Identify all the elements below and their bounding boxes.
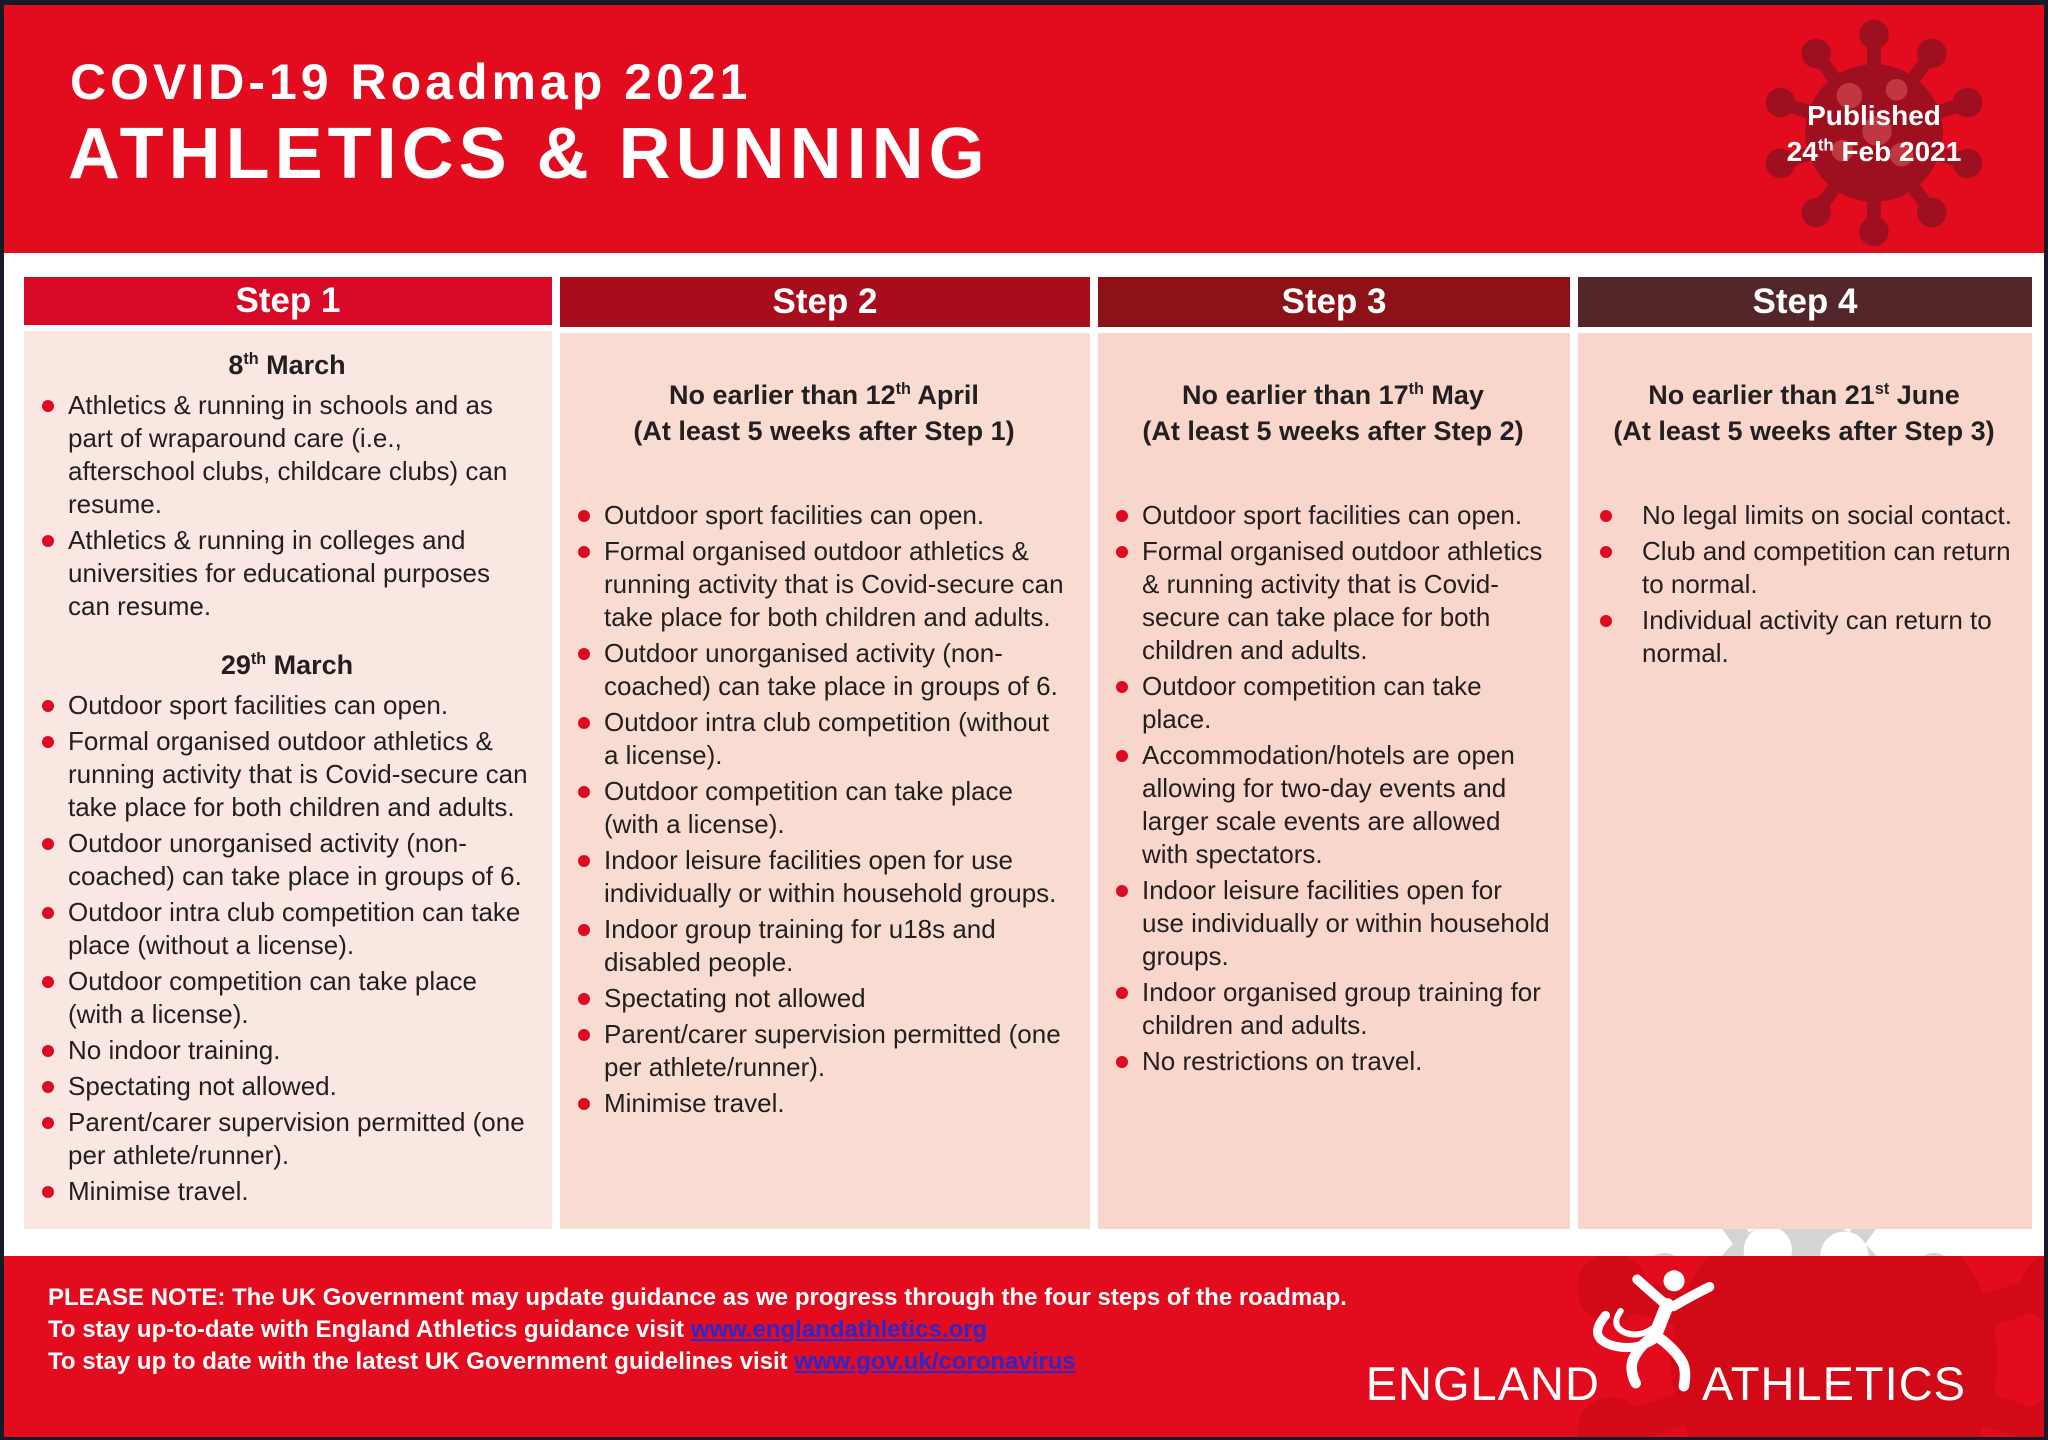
- bullet-icon: [42, 736, 54, 748]
- date-heading: No earlier than 17th May: [1182, 380, 1484, 410]
- gov-coronavirus-link[interactable]: www.gov.uk/coronavirus: [794, 1348, 1076, 1375]
- bullet-icon: [42, 535, 54, 547]
- list-item-text: Indoor group training for u18s and disabled people.: [604, 914, 996, 977]
- list-item: [578, 844, 1070, 910]
- date-heading: 29th March: [220, 650, 354, 680]
- list-item: [42, 725, 532, 824]
- step-body: [1098, 333, 1570, 1229]
- list-item-text: Indoor leisure facilities open for use individually or within household groups.: [1142, 875, 1550, 971]
- list-item-text: Formal organised outdoor athletics & running activity that is Covid-secure can take place for both children and adults.: [1142, 536, 1543, 665]
- list-item: [578, 637, 1070, 703]
- page-title: COVID-19 Roadmap 2021: [70, 54, 752, 110]
- footer-line-gov: [48, 1346, 1347, 1378]
- step-header: [1578, 277, 2032, 327]
- step-label: Step 2: [772, 282, 878, 321]
- runner-icon: [1574, 1259, 1732, 1411]
- list-item-text: Outdoor intra club competition can take place (without a license).: [68, 897, 521, 960]
- list-item: [578, 775, 1070, 841]
- page-subtitle: ATHLETICS & RUNNING: [68, 114, 990, 194]
- bullet-icon: [1116, 885, 1128, 897]
- date-heading: No earlier than 12th April: [669, 380, 979, 410]
- footer-note-block: [48, 1282, 1347, 1378]
- bullet-icon: [578, 717, 590, 729]
- list-item: [1116, 670, 1550, 736]
- list-item: [1116, 874, 1550, 973]
- list-item: [1116, 1045, 1550, 1078]
- list-item-text: Athletics & running in colleges and universities for educational purposes can resume.: [68, 525, 491, 621]
- list-item: [578, 706, 1070, 772]
- list-item-text: Outdoor sport facilities can open.: [68, 690, 449, 720]
- list-item: [42, 1106, 532, 1172]
- published-badge: [1756, 15, 1992, 251]
- list-item: [42, 524, 532, 623]
- step-header: [24, 277, 552, 325]
- step-column-2: [560, 277, 1090, 1229]
- list-item-text: Outdoor unorganised activity (non-coached) can take place in groups of 6.: [604, 638, 1058, 701]
- list-item: [578, 1018, 1070, 1084]
- list-item: [1116, 499, 1550, 532]
- bullet-icon: [1600, 510, 1612, 522]
- list-item-text: Outdoor competition can take place.: [1142, 671, 1482, 734]
- bullet-icon: [42, 976, 54, 988]
- list-item-text: Accommodation/hotels are open allowing for two-day events and larger scale events are allowed with spectators.: [1142, 740, 1515, 869]
- footer-line-ea: [48, 1314, 1347, 1346]
- footer-line-gov-text: To stay up to date with the latest UK Government guidelines visit: [48, 1348, 795, 1375]
- step-label: Step 4: [1752, 282, 1858, 321]
- list-item-text: Outdoor competition can take place (with a license).: [68, 966, 478, 1029]
- step-column-1: [24, 277, 552, 1229]
- poster-inner: [4, 5, 2044, 1437]
- bullet-icon: [1116, 546, 1128, 558]
- list-item-text: No indoor training.: [68, 1035, 281, 1065]
- list-item: [1116, 535, 1550, 667]
- list-item-text: Indoor leisure facilities open for use individually or within household groups.: [604, 845, 1057, 908]
- bullet-list: [1116, 499, 1550, 1078]
- step-column-4: [1578, 277, 2032, 1229]
- list-item: [42, 827, 532, 893]
- step-header: [560, 277, 1090, 327]
- list-item: [42, 389, 532, 521]
- bullet-list: [578, 499, 1070, 1120]
- bullet-icon: [42, 1045, 54, 1057]
- published-badge-text: [1756, 15, 1992, 251]
- list-item-text: Formal organised outdoor athletics & running activity that is Covid-secure can take place for both children and adults.: [604, 536, 1064, 632]
- list-item-text: Parent/carer supervision permitted (one per athlete/runner).: [68, 1107, 525, 1170]
- bullet-icon: [1116, 750, 1128, 762]
- list-item: [42, 1175, 532, 1208]
- step-column-3: [1098, 277, 1570, 1229]
- bullet-icon: [42, 400, 54, 412]
- list-item-text: Outdoor sport facilities can open.: [1142, 500, 1523, 530]
- list-item-text: Spectating not allowed.: [68, 1071, 337, 1101]
- list-item-text: Minimise travel.: [604, 1088, 785, 1118]
- list-item-text: Parent/carer supervision permitted (one per athlete/runner).: [604, 1019, 1061, 1082]
- bullet-icon: [1116, 681, 1128, 693]
- footer-band: [4, 1256, 2044, 1437]
- list-item: [42, 1070, 532, 1103]
- list-item-text: Outdoor sport facilities can open.: [604, 500, 985, 530]
- list-item: [1596, 499, 2012, 532]
- list-item-text: No restrictions on travel.: [1142, 1046, 1423, 1076]
- list-item-text: Outdoor intra club competition (without a license).: [604, 707, 1050, 770]
- published-label: Published: [1807, 100, 1941, 131]
- list-item: [1116, 976, 1550, 1042]
- bullet-icon: [42, 1117, 54, 1129]
- bullet-list: [42, 389, 532, 623]
- published-date: 24th Feb 2021: [1786, 135, 1962, 167]
- england-athletics-link[interactable]: www.englandathletics.org: [690, 1316, 988, 1343]
- list-item-text: Indoor organised group training for children and adults.: [1142, 977, 1541, 1040]
- step-header: [1098, 277, 1570, 327]
- date-heading: No earlier than 21st June: [1648, 380, 1960, 410]
- bullet-icon: [42, 1081, 54, 1093]
- list-item: [1116, 739, 1550, 871]
- list-item: [578, 982, 1070, 1015]
- bullet-icon: [578, 648, 590, 660]
- step-label: Step 3: [1281, 282, 1387, 321]
- bullet-icon: [42, 907, 54, 919]
- list-item: [42, 689, 532, 722]
- list-item: [42, 896, 532, 962]
- logo-word-england: ENGLAND: [1365, 1357, 1600, 1410]
- list-item: [1596, 535, 2012, 601]
- date-subheading: (At least 5 weeks after Step 1): [633, 416, 1015, 446]
- step-body: [24, 331, 552, 1229]
- list-item-text: Outdoor unorganised activity (non-coached) can take place in groups of 6.: [68, 828, 522, 891]
- bullet-icon: [1116, 987, 1128, 999]
- list-item-text: Spectating not allowed: [604, 983, 866, 1013]
- list-item: [578, 499, 1070, 532]
- bullet-icon: [578, 993, 590, 1005]
- bullet-icon: [578, 786, 590, 798]
- list-item-text: No legal limits on social contact.: [1642, 500, 2012, 530]
- list-item-text: Minimise travel.: [68, 1176, 249, 1206]
- date-subheading: (At least 5 weeks after Step 3): [1613, 416, 1995, 446]
- list-item-text: Formal organised outdoor athletics & running activity that is Covid-secure can take place for both children and adults.: [68, 726, 528, 822]
- list-item: [578, 535, 1070, 634]
- footer-note: PLEASE NOTE: The UK Government may update guidance as we progress through the four steps of the roadmap.: [48, 1284, 1347, 1311]
- bullet-icon: [1600, 546, 1612, 558]
- bullet-icon: [42, 700, 54, 712]
- list-item: [578, 913, 1070, 979]
- bullet-icon: [578, 546, 590, 558]
- england-athletics-logo: [1365, 1259, 1966, 1410]
- bullet-icon: [578, 1029, 590, 1041]
- logo-word-athletics: ATHLETICS: [1701, 1357, 1966, 1410]
- bullet-icon: [42, 838, 54, 850]
- footer-line-ea-text: To stay up-to-date with England Athletics guidance visit: [48, 1316, 691, 1343]
- header-band: [4, 5, 2044, 253]
- bullet-icon: [42, 1186, 54, 1198]
- list-item-text: Club and competition can return to normal.: [1642, 536, 2011, 599]
- bullet-list: [42, 689, 532, 1208]
- list-item-text: Individual activity can return to normal.: [1642, 605, 1992, 668]
- step-body: [560, 333, 1090, 1229]
- bullet-icon: [578, 1098, 590, 1110]
- bullet-icon: [1116, 510, 1128, 522]
- bullet-icon: [578, 855, 590, 867]
- bullet-icon: [1600, 615, 1612, 627]
- list-item-text: Outdoor competition can take place (with a license).: [604, 776, 1014, 839]
- list-item: [42, 965, 532, 1031]
- list-item: [1596, 604, 2012, 670]
- bullet-icon: [1116, 1056, 1128, 1068]
- step-body: [1578, 333, 2032, 1229]
- list-item-text: Athletics & running in schools and as part of wraparound care (i.e., afterschool clubs, childcare clubs) can resume.: [68, 390, 508, 519]
- bullet-list: [1596, 499, 2012, 670]
- date-heading: 8th March: [228, 350, 346, 380]
- date-subheading: (At least 5 weeks after Step 2): [1142, 416, 1524, 446]
- list-item: [578, 1087, 1070, 1120]
- list-item: [42, 1034, 532, 1067]
- bullet-icon: [578, 924, 590, 936]
- steps-row: [24, 277, 2032, 1229]
- bullet-icon: [578, 510, 590, 522]
- step-label: Step 1: [235, 281, 341, 320]
